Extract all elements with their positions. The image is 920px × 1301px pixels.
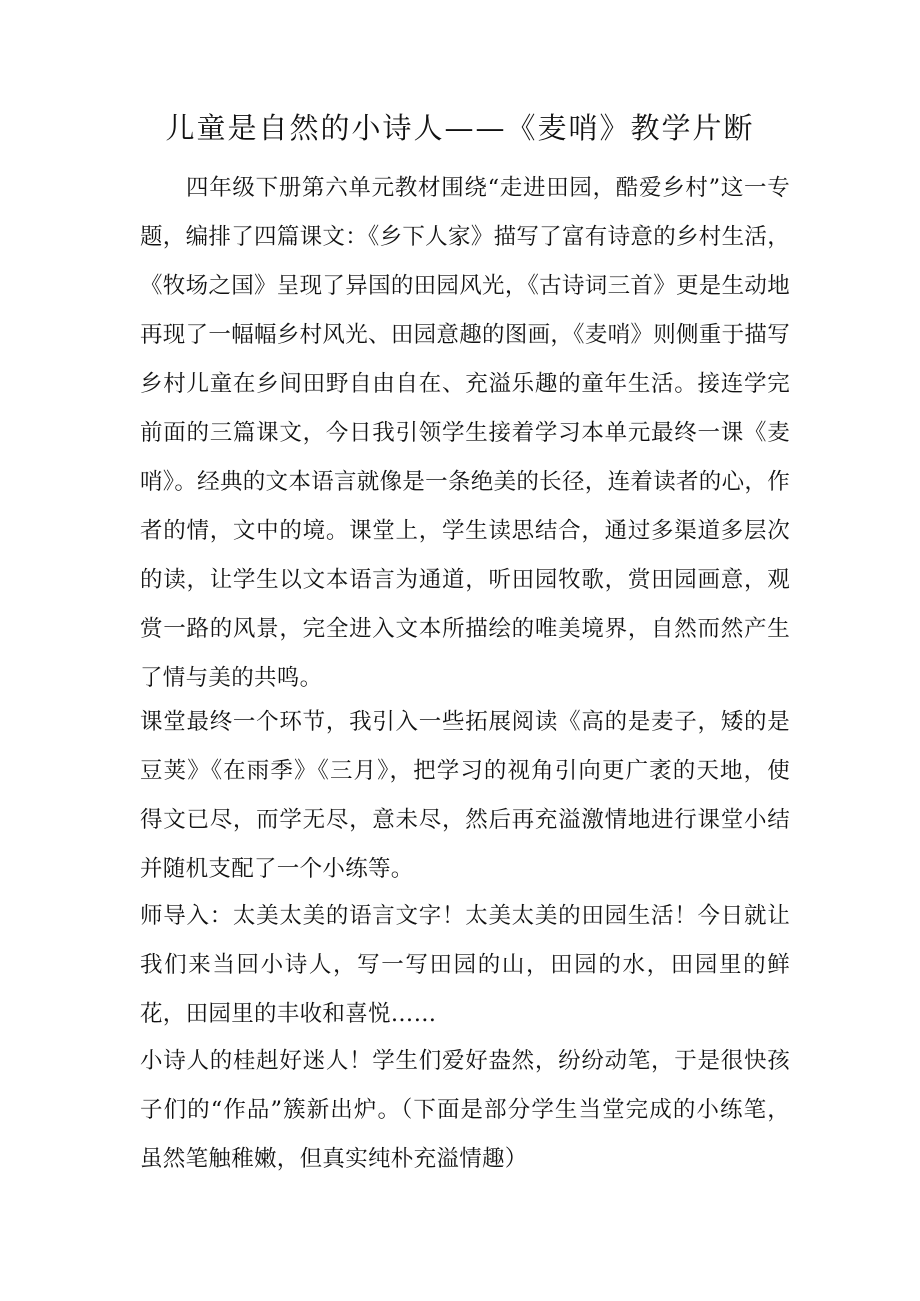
paragraph-teacher-intro: 师导入：太美太美的语言文字！太美太美的田园生活！今日就让我们来当回小诗人，写一写田园的山，田园的水，田园里的鲜花，田园里的丰收和喜悦…… — [140, 903, 790, 1027]
document-title: 儿童是自然的小诗人——《麦哨》教学片断 — [165, 111, 755, 145]
paragraph-extension-reading: 课堂最终一个环节，我引入一些拓展阅读《高的是麦子，矮的是豆荚》《在雨季》《三月》，把学习的视角引向更广袤的天地，使得文已尽，而学无尽，意未尽，然后再充溢激情地进行课堂小结并随机支配了一个小练等。 — [140, 709, 790, 882]
paragraph-intro: 四年级下册第六单元教材围绕“走进田园，酷爱乡村”这一专题，编排了四篇课文：《乡下人家》描写了富有诗意的乡村生活，《牧场之国》呈现了异国的田园风光，《古诗词三首》更是生动地再现了一幅幅乡村风光、田园意趣的图画，《麦哨》则侧重于描写乡村儿童在乡间田野自由自在、充溢乐趣的童年生活。接连学完前面的三篇课文，今日我引领学生接着学习本单元最终一课《麦哨》。经典的文本语言就像是一条绝美的长径，连着读者的心，作者的情，文中的境。课堂上，学生读思结合，通过多渠道多层次的读，让学生以文本语言为通道，听田园牧歌，赏田园画意，观赏一路的风景，完全进入文本所描绘的唯美境界，自然而然产生了情与美的共鸣。 — [140, 175, 790, 691]
paragraph-student-works: 小诗人的桂赳好迷人！学生们爱好盎然，纷纷动笔，于是很快孩子们的“作品”簇新出炉。（下面是部分学生当堂完成的小练笔，虽然笔触稚嫩，但真实纯朴充溢情趣） — [140, 1048, 790, 1172]
